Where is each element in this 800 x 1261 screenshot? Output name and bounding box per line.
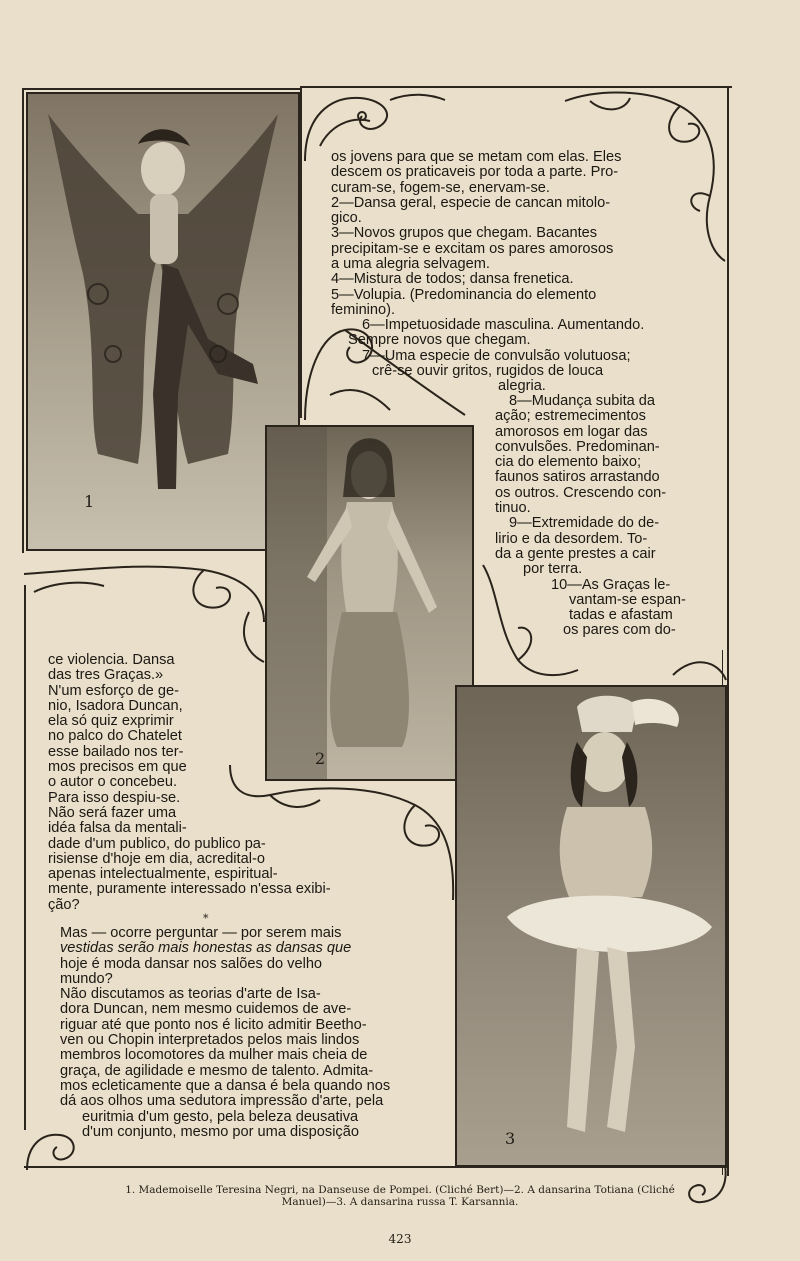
text-line: vestidas serão mais honestas as dansas que [60,940,352,957]
text-line: no palco do Chatelet [48,728,182,745]
text-line: d'um conjunto, mesmo por uma disposição [82,1123,359,1140]
text-line: ção? [48,896,80,913]
text-line: mundo? [60,970,113,987]
text-line: tinuo. [495,500,531,517]
text-line: Mas — ocorre perguntar — por serem mais [60,925,342,941]
text-line: Não será fazer uma [48,804,177,821]
caption-line-2: Manuel)—3. A dansarina russa T. Karsannia. [281,1196,519,1208]
text-line: graça, de agilidade e mesmo de talento. Admita- [60,1062,374,1079]
text-line: mente, puramente interessado n'essa exibi- [48,881,331,898]
text-line: feminino). [331,301,396,318]
photo-caption [60,1184,740,1208]
text-line: cia do elemento baixo; [495,454,642,471]
text-column-right [495,394,695,639]
text-line: nio, Isadora Duncan, [48,697,183,714]
text-line: das tres Graças.» [48,667,164,684]
text-column-left [48,653,388,913]
text-line: mos ecleticamente que a dansa é bela quando nos [60,1077,391,1094]
text-line: riguar até que ponto nos é licito admitir Beetho- [60,1016,367,1033]
photo-1-teresina-negri [26,92,300,551]
text-line: o autor o concebeu. [48,774,178,791]
text-line: 4—Mistura de todos; dansa frenetica. [331,271,574,288]
text-line: ce violencia. Dansa [48,652,175,668]
text-line: os jovens para que se metam com elas. Eles [331,149,622,165]
text-line: mos precisos em que [48,759,187,776]
text-line: lirio e da desordem. To- [495,530,648,547]
text-line: faunos satiros arrastando [495,469,660,486]
text-line: Não discutamos as teorias d'arte de Isa- [60,986,321,1003]
dancer-butterfly-figure [28,94,298,549]
text-line: hoje é moda dansar nos salões do velho [60,955,323,972]
text-line: dá aos olhos uma sedutora impressão d'arte, pela [60,1093,384,1110]
text-line: os outros. Crescendo con- [495,484,667,501]
text-line: membros locomotores da mulher mais cheia de [60,1047,368,1064]
text-column-mid [348,318,693,394]
text-line: alegria. [498,378,546,395]
text-line: os pares com do- [563,622,676,639]
text-column-bottom [60,926,450,1140]
text-line: descem os praticaveis por toda a parte. Pro- [331,164,619,181]
frame-left-line [22,88,24,553]
text-line: dora Duncan, nem mesmo cuidemos de ave- [60,1001,352,1018]
text-line: convulsões. Predominan- [495,438,660,455]
text-line: amorosos em logar das [495,423,648,440]
text-line: 3—Novos grupos que chegam. Bacantes [331,225,598,242]
text-line: Sempre novos que chegam. [348,332,531,349]
ballerina-figure [457,687,725,1165]
text-line: gico. [331,210,362,227]
text-line: tadas e afastam [569,607,673,624]
photo-3-karsannia [455,685,727,1167]
photo-1-number: 1 [84,492,95,511]
text-line: apenas intelectualmente, espiritual- [48,866,278,883]
text-line: precipitam-se e excitam os pares amorosos [331,240,614,257]
separator-star: * [203,912,209,925]
text-line: Para isso despiu-se. [48,789,181,806]
text-line: ação; estremecimentos [495,408,646,425]
text-line: idéa falsa da mentali- [48,820,187,837]
text-line: 5—Volupia. (Predominancia do elemento [331,286,597,303]
text-line: euritmia d'um gesto, pela beleza deusativa [82,1108,359,1125]
text-line: 7—Uma especie de convulsão volutuosa; [362,347,631,364]
caption-line-1: 1. Mademoiselle Teresina Negri, na Danseuse de Pompei. (Cliché Bert)—2. A dansarina Totiana (Cliché [125,1184,675,1196]
text-line: risiense d'hoje em dia, acredital-o [48,850,265,867]
text-line: vantam-se espan- [569,591,686,608]
frame-top-line [22,88,302,90]
text-line: crê-se ouvir gritos, rugidos de louca [372,362,604,379]
text-column-top [331,150,671,318]
text-line: ela só quiz exprimir [48,713,174,730]
text-line: 6—Impetuosidade masculina. Aumentando. [362,317,645,333]
text-line: 8—Mudança subita da [509,393,656,409]
text-line: esse bailado nos ter- [48,743,184,760]
text-line: 2—Dansa geral, especie de cancan mitolo- [331,194,611,211]
text-line: por terra. [523,561,583,578]
photo-2-number: 2 [315,749,326,768]
text-line: curam-se, fogem-se, enervam-se. [331,179,550,196]
text-line: 10—As Graças le- [551,576,671,593]
photo-3-number: 3 [505,1129,516,1148]
text-line: da a gente prestes a cair [495,545,656,562]
text-line: ven ou Chopin interpretados pelos mais lindos [60,1032,360,1049]
page-number: 423 [388,1232,412,1246]
text-line: a uma alegria selvagem. [331,256,490,273]
text-line: 9—Extremidade do de- [509,515,660,532]
text-line: N'um esforço de ge- [48,682,179,699]
text-line: dade d'um publico, do publico pa- [48,835,266,852]
